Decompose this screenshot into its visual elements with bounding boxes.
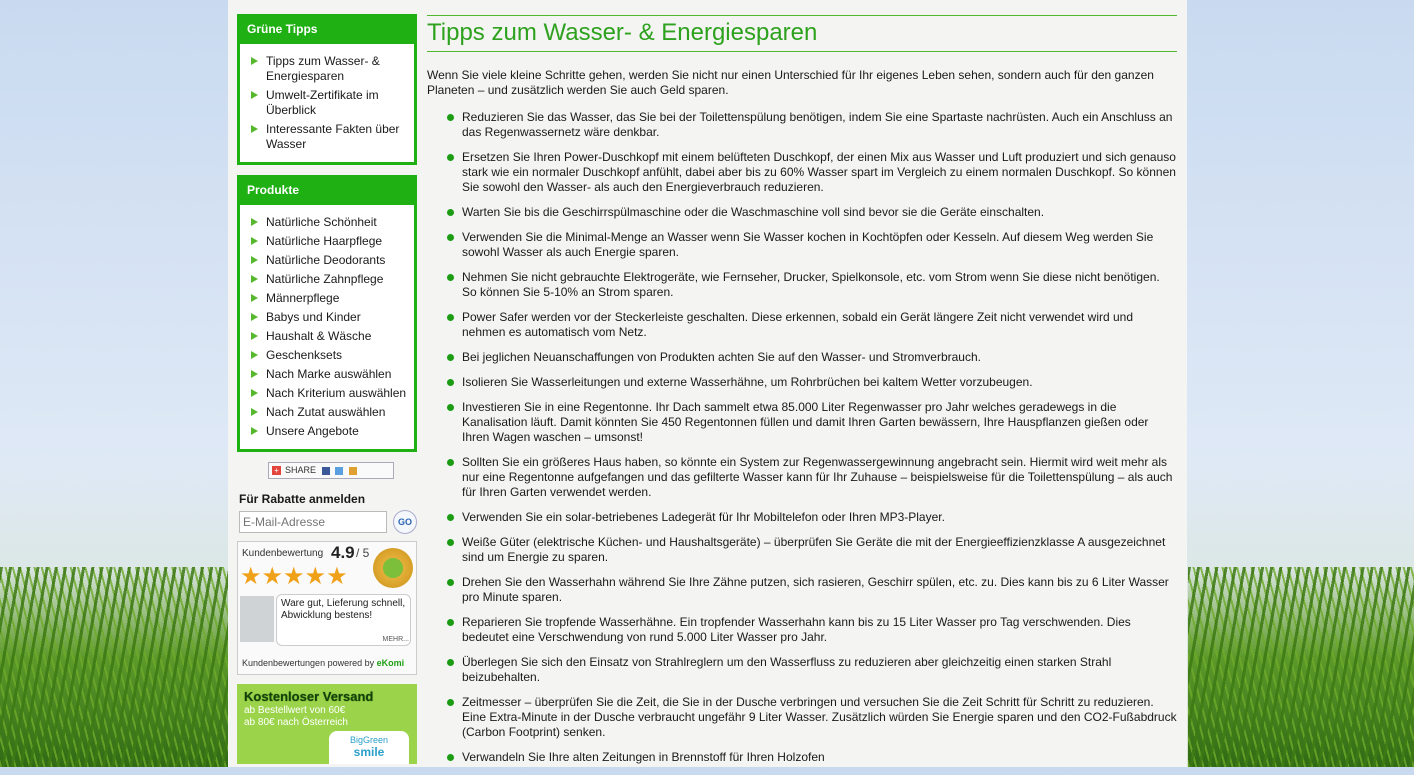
newsletter-row <box>239 510 417 534</box>
bookmark-icon <box>349 467 357 475</box>
top-divider <box>427 15 1177 16</box>
facebook-icon <box>322 467 330 475</box>
sidebar-item-by-criterion[interactable]: Nach Kriterium auswählen <box>248 386 410 401</box>
list-item: Reduzieren Sie das Wasser, das Sie bei der Toilettenspülung benötigen, indem Sie eine Spartaste nachrüsten. Auch ein Anschluss an das Regenwassernetz wäre denkbar. <box>447 110 1177 140</box>
share-label: SHARE <box>285 465 317 475</box>
list-item: Bei jeglichen Neuanschaffungen von Produkten achten Sie auf den Wasser- und Stromverbrauch. <box>447 350 1177 365</box>
ekomi-seal-icon <box>373 548 413 588</box>
list-item: Isolieren Sie Wasserleitungen und externe Wasserhähne, um Rohrbrüchen bei kaltem Wetter vorzubeugen. <box>447 375 1177 390</box>
list-item: Power Safer werden vor der Steckerleiste geschalten. Diese erkennen, sobald ein Gerät längere Zeit nicht verwendet wird und nehmen es automatisch vom Netz. <box>447 310 1177 340</box>
email-input[interactable] <box>239 511 387 533</box>
promo-line-germany: ab Bestellwert von 60€ <box>244 705 346 716</box>
list-item: Nehmen Sie nicht gebrauchte Elektrogeräte, wie Fernseher, Drucker, Spielkonsole, etc. vom Strom wenn Sie diese nicht benötigen. So können Sie 5-10% an Strom sparen. <box>447 270 1177 300</box>
sidebar-item-gift-sets[interactable]: Geschenksets <box>248 348 410 363</box>
list-item: Verwenden Sie ein solar-betriebenes Ladegerät für Ihr Mobiltelefon oder Ihren MP3-Player. <box>447 510 1177 525</box>
sidebar-item-by-ingredient[interactable]: Nach Zutat auswählen <box>248 405 410 420</box>
page-title: Tipps zum Wasser- & Energiesparen <box>427 19 818 46</box>
list-item: Überlegen Sie sich den Einsatz von Strahlreglern um den Wasserfluss zu reduzieren aber gleichzeitig einen starken Strahl beizubehalten. <box>447 655 1177 685</box>
list-item: Sollten Sie ein größeres Haus haben, so könnte ein System zur Regenwassergewinnung angebracht sein. Hiermit wird weit mehr als nur eine Regentonne aufgefangen und das gefilterte Wasser kann für Ihr Zuhause – beispielsweise für die Toilettenspülung – als auch für Ihren Garten verwendet werden. <box>447 455 1177 500</box>
twitter-icon <box>335 467 343 475</box>
title-divider <box>427 51 1177 52</box>
sidebar-item-eco-certificates[interactable]: Umwelt-Zertifikate im Überblick <box>248 88 410 118</box>
sidebar-item-natural-hair-care[interactable]: Natürliche Haarpflege <box>248 234 410 249</box>
powered-by <box>242 658 404 668</box>
newsletter-title: Für Rabatte anmelden <box>239 492 366 506</box>
list-item: Drehen Sie den Wasserhahn während Sie Ihre Zähne putzen, sich rasieren, Geschirr spülen, etc. zu. Dies kann bis zu 6 Liter Wasser pro Minute sparen. <box>447 575 1177 605</box>
powered-by-text: Kundenbewertungen powered by <box>242 658 377 668</box>
sidebar-item-babies-kids[interactable]: Babys und Kinder <box>248 310 410 325</box>
list-item: Verwandeln Sie Ihre alten Zeitungen in Brennstoff für Ihren Holzofen <box>447 750 1177 765</box>
list-item: Zeitmesser – überprüfen Sie die Zeit, die Sie in der Dusche verbringen und versuchen Sie die Zeit Schritt für Schritt zu reduzieren. Eine Extra-Minute in der Dusche verbraucht ungefähr 9 Liter Wasser. Zusätzlich würden Sie Energie sparen und den CO2-Fußabdruck (Carbon Footprint) senken. <box>447 695 1177 740</box>
rating-score: 4.9 <box>331 543 355 562</box>
sidebar <box>237 14 417 764</box>
promo-line-austria: ab 80€ nach Österreich <box>244 717 348 728</box>
review-quote: Ware gut, Lieferung schnell, Abwicklung bestens! <box>276 594 411 646</box>
logo-line-1: BigGreen <box>349 735 389 745</box>
list-item: Verwenden Sie die Minimal-Menge an Wasser wenn Sie Wasser kochen in Kochtöpfen oder Kesseln. Auf diesem Weg werden Sie sowohl Wasser als auch Energie sparen. <box>447 230 1177 260</box>
sidebar-item-natural-dental-care[interactable]: Natürliche Zahnpflege <box>248 272 410 287</box>
sidebar-item-natural-deodorants[interactable]: Natürliche Deodorants <box>248 253 410 268</box>
list-item: Reparieren Sie tropfende Wasserhähne. Ein tropfender Wasserhahn kann bis zu 15 Liter Wasser pro Tag verschwenden. Dies bedeutet eine Verschwendung von rund 5.000 Liter Wasser pro Jahr. <box>447 615 1177 645</box>
sidebar-item-water-facts[interactable]: Interessante Fakten über Wasser <box>248 122 410 152</box>
more-reviews-link[interactable]: MEHR... <box>382 636 409 643</box>
share-button[interactable] <box>268 462 394 479</box>
grass-background-right <box>1188 567 1414 767</box>
star-rating-icons: ★★★★★ <box>240 563 348 590</box>
products-box <box>237 175 417 452</box>
green-tips-box <box>237 14 417 165</box>
sidebar-item-offers[interactable]: Unsere Angebote <box>248 424 410 439</box>
free-shipping-banner[interactable] <box>237 684 417 764</box>
sidebar-item-water-energy-tips[interactable]: Tipps zum Wasser- & Energiesparen <box>248 54 410 84</box>
promo-text <box>244 705 348 729</box>
green-tips-title: Grüne Tipps <box>240 17 414 44</box>
ekomi-brand: eKomi <box>376 658 405 668</box>
promo-title: Kostenloser Versand <box>244 689 374 704</box>
go-button[interactable]: GO <box>393 510 417 534</box>
biggreensmile-logo <box>329 731 409 764</box>
rating-widget[interactable] <box>237 541 417 675</box>
logo-line-2: smile <box>353 745 385 759</box>
main-content <box>427 0 1177 775</box>
list-item: Warten Sie bis die Geschirrspülmaschine oder die Waschmaschine voll sind bevor sie die Geräte einschalten. <box>447 205 1177 220</box>
sidebar-item-by-brand[interactable]: Nach Marke auswählen <box>248 367 410 382</box>
list-item: Investieren Sie in eine Regentonne. Ihr Dach sammelt etwa 85.000 Liter Regenwasser pro Jahr welches geradewegs in die Kanalisation läuft. Damit könnten Sie 450 Regentonnen füllen und damit Ihren Garten bewässern, Ihre Hauspflanzen gießen oder Ihren Wagen waschen – umsonst! <box>447 400 1177 445</box>
rating-label: Kundenbewertung <box>242 548 324 559</box>
sidebar-item-natural-beauty[interactable]: Natürliche Schönheit <box>248 215 410 230</box>
rating-out-of: / 5 <box>356 546 370 560</box>
reviewer-avatar <box>240 596 274 642</box>
sidebar-item-mens-care[interactable]: Männerpflege <box>248 291 410 306</box>
list-item: Weiße Güter (elektrische Küchen- und Haushaltsgeräte) – überprüfen Sie Geräte die mit der Energieeffizienzklasse A ausgezeichnet sind um Energie zu sparen. <box>447 535 1177 565</box>
page-container <box>228 0 1187 767</box>
plus-icon: + <box>272 466 281 475</box>
grass-background-left <box>0 567 230 767</box>
list-item: Ersetzen Sie Ihren Power-Duschkopf mit einem belüfteten Duschkopf, der einen Mix aus Wasser und Luft produziert und sich genauso stark wie ein normaler Duschkopf anfühlt, dabei aber bis zu 60% Wasser spart im Vergleich zu einem normalen Duschkopf. So können Sie sowohl den Wasser- als auch den Energieverbrauch reduzieren. <box>447 150 1177 195</box>
sidebar-item-household-laundry[interactable]: Haushalt & Wäsche <box>248 329 410 344</box>
products-title: Produkte <box>240 178 414 205</box>
intro-paragraph: Wenn Sie viele kleine Schritte gehen, werden Sie nicht nur einen Unterschied für Ihr eigenes Leben sehen, sondern auch für den ganzen Planeten – und zusätzlich werden Sie auch Geld sparen. <box>427 68 1154 97</box>
tips-list <box>427 110 1177 765</box>
